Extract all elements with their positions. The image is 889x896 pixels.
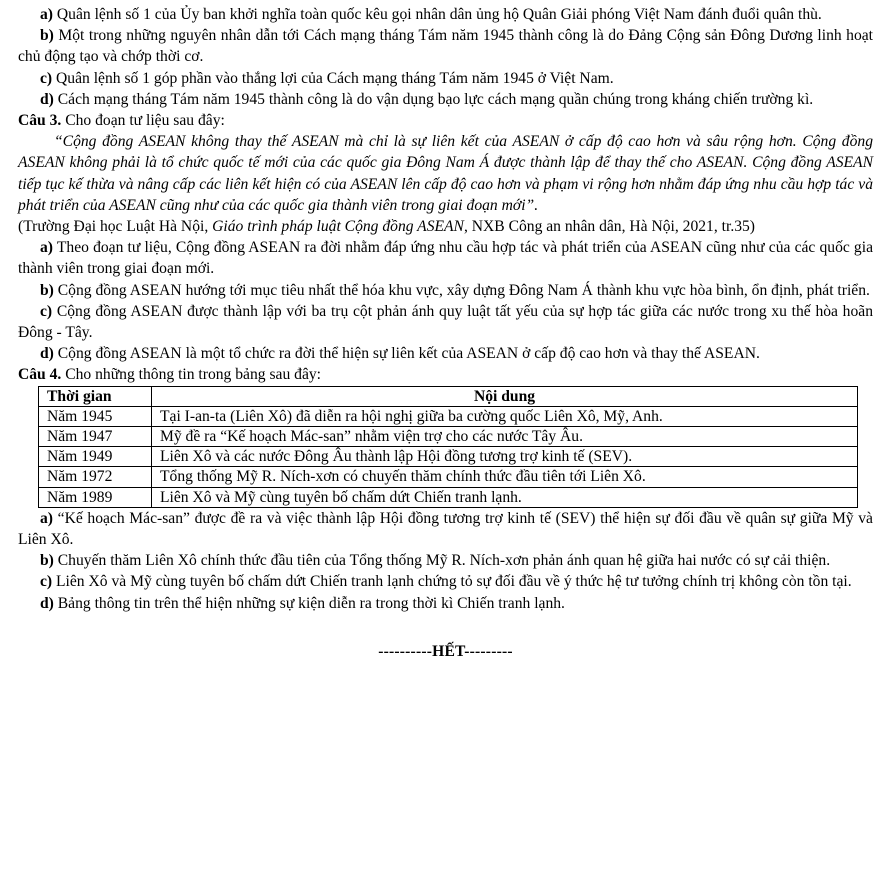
table-row: [39, 467, 858, 487]
q4-statement-b: b) Chuyến thăm Liên Xô chính thức đầu tiên của Tổng thống Mỹ R. Ních-xơn phản ánh quan hệ giữa hai nước có sự cải thiện.: [40, 552, 831, 570]
table-row: [39, 427, 858, 447]
table-cell-year: Năm 1945: [39, 406, 152, 426]
question-4: [18, 364, 873, 613]
q4-statement-a: a) “Kế hoạch Mác-san” được đề ra và việc thành lập Hội đồng tương trợ kinh tế (SEV) thể hiện sự đối đầu về quân sự giữa Mỹ và Liên Xô.: [18, 509, 873, 549]
table-cell-year: Năm 1972: [39, 467, 152, 487]
q4-heading: Câu 4. Cho những thông tin trong bảng sau đây:: [18, 366, 321, 384]
q3-statement-b: b) Cộng đồng ASEAN hướng tới mục tiêu nhất thể hóa khu vực, xây dựng Đông Nam Á thành khu vực hòa bình, ổn định, phát triển.: [40, 281, 870, 299]
table-cell-year: Năm 1947: [39, 427, 152, 447]
table-cell-content: Liên Xô và Mỹ cùng tuyên bố chấm dứt Chiến tranh lạnh.: [152, 487, 858, 507]
q2-statement-b: b) Một trong những nguyên nhân dẫn tới Cách mạng tháng Tám năm 1945 thành công là do Đảng Cộng sản Đông Dương linh hoạt chủ động tạo và chớp thời cơ.: [18, 27, 874, 66]
q2-statement-d: d) Cách mạng tháng Tám năm 1945 thành công là do vận dụng bạo lực cách mạng quần chúng trong kháng chiến trường kì.: [40, 90, 814, 108]
table-cell-content: Mỹ đề ra “Kế hoạch Mác-san” nhằm viện trợ cho các nước Tây Âu.: [152, 427, 858, 447]
table-header-time: Thời gian: [39, 386, 152, 406]
table-header-content: Nội dung: [152, 386, 858, 406]
q4-statement-c: c) Liên Xô và Mỹ cùng tuyên bố chấm dứt Chiến tranh lạnh chứng tỏ sự đối đầu về ý thức hệ tư tưởng chính trị không còn tồn tại.: [40, 573, 852, 591]
q3-statement-a: a) Theo đoạn tư liệu, Cộng đồng ASEAN ra đời nhằm đáp ứng nhu cầu hợp tác và phát triển của ASEAN cũng như của các quốc gia thành viên trong giai đoạn mới.: [18, 239, 873, 278]
q2-statement-c: c) Quân lệnh số 1 góp phần vào thắng lợi của Cách mạng tháng Tám năm 1945 ở Việt Nam.: [40, 69, 614, 87]
table-cell-year: Năm 1949: [39, 447, 152, 467]
table-cell-year: Năm 1989: [39, 487, 152, 507]
table-cell-content: Liên Xô và các nước Đông Âu thành lập Hội đồng tương trợ kinh tế (SEV).: [152, 447, 858, 467]
q2-statements: [18, 4, 873, 110]
q3-heading: Câu 3. Cho đoạn tư liệu sau đây:: [18, 112, 225, 130]
end-marker: ----------HẾT---------: [378, 642, 513, 660]
table-header-row: [39, 386, 858, 406]
table-cell-content: Tại I-an-ta (Liên Xô) đã diễn ra hội nghị giữa ba cường quốc Liên Xô, Mỹ, Anh.: [152, 406, 858, 426]
table-row: [39, 487, 858, 507]
events-table: [38, 386, 858, 508]
q3-source: (Trường Đại học Luật Hà Nội, Giáo trình pháp luật Cộng đồng ASEAN, NXB Công an nhân dân, Hà Nội, 2021, tr.35): [18, 218, 756, 236]
q2-statement-a: a) Quân lệnh số 1 của Ủy ban khởi nghĩa toàn quốc kêu gọi nhân dân ủng hộ Quân Giải phóng Việt Nam đánh đuổi quân thù.: [40, 6, 822, 23]
question-3: [18, 110, 873, 364]
q3-statement-c: c) Cộng đồng ASEAN được thành lập với ba trụ cột phản ánh quy luật tất yếu của sự hợp tác giữa các nước trong xu thế hòa hoãn Đông - Tây.: [18, 302, 873, 342]
table-cell-content: Tổng thống Mỹ R. Ních-xơn có chuyến thăm chính thức đầu tiên tới Liên Xô.: [152, 467, 858, 487]
table-row: [39, 447, 858, 467]
q3-quote: “Cộng đồng ASEAN không thay thế ASEAN mà chỉ là sự liên kết của ASEAN ở cấp độ cao hơn và sâu rộng hơn. Cộng đồng ASEAN không phải là tổ chức quốc tế mới của các quốc gia Đông Nam Á được thành lập để thay thế cho ASEAN. Cộng đồng ASEAN tiếp tục kế thừa và nâng cấp các liên kết hiện có của ASEAN lên cấp độ cao hơn và phạm vi rộng hơn nhằm đáp ứng nhu cầu hợp tác và phát triển của ASEAN cũng như của các quốc gia thành viên trong giai đoạn mới”.: [18, 133, 873, 214]
q3-statement-d: d) Cộng đồng ASEAN là một tổ chức ra đời thể hiện sự liên kết của ASEAN ở cấp độ cao hơn và thay thế ASEAN.: [40, 345, 760, 363]
table-row: [39, 406, 858, 426]
q4-statement-d: d) Bảng thông tin trên thể hiện những sự kiện diễn ra trong thời kì Chiến tranh lạnh.: [40, 594, 565, 612]
